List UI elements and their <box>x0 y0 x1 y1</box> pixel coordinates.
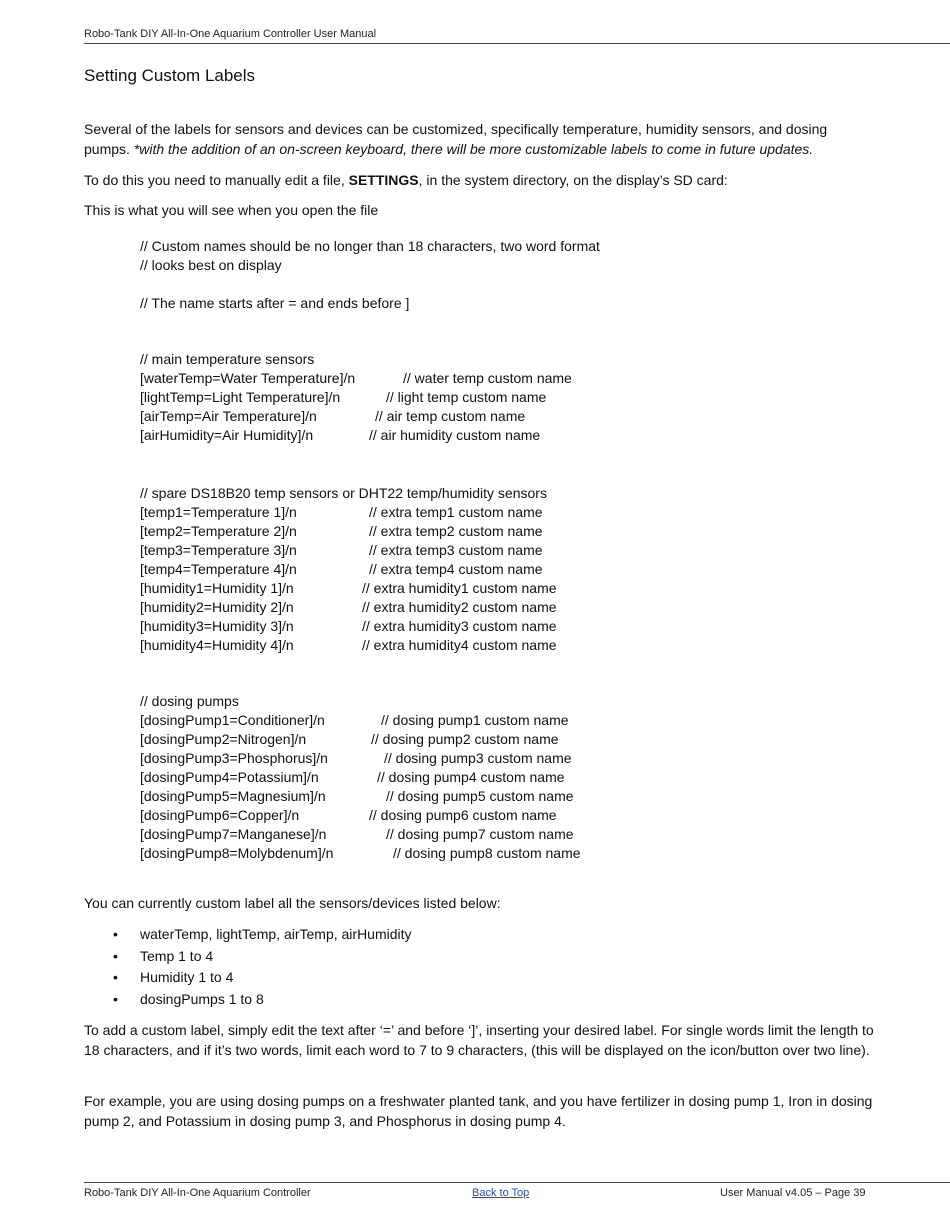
code-entry-comment: // dosing pump7 custom name <box>386 826 574 842</box>
code-section-header: // spare DS18B20 temp sensors or DHT22 temp/humidity sensors <box>140 485 547 501</box>
code-entry: [dosingPump8=Molybdenum]/n <box>140 845 334 861</box>
edit-text-before: To do this you need to manually edit a file, <box>84 172 349 188</box>
back-to-top-link-text[interactable]: Back to Top <box>472 1187 530 1199</box>
back-to-top-link[interactable] <box>472 1187 529 1199</box>
header-divider <box>84 43 950 44</box>
code-entry: [humidity2=Humidity 2]/n <box>140 599 294 615</box>
customizable-labels-list <box>84 924 412 1010</box>
footer-divider <box>84 1182 950 1183</box>
example-paragraph: For example, you are using dosing pumps on a freshwater planted tank, and you have fertilizer in dosing pump 1, Iron in dosing pump 2, and Potassium in dosing pump 3, and Phosphorus in dosing pump 4. <box>84 1093 873 1129</box>
code-entry: [dosingPump5=Magnesium]/n <box>140 788 326 804</box>
list-item <box>84 989 412 1011</box>
list-item <box>84 967 412 989</box>
code-entry: [airHumidity=Air Humidity]/n <box>140 427 314 443</box>
bullet-icon: • <box>113 990 118 1007</box>
bullet-icon: • <box>113 926 118 942</box>
bullet-icon: • <box>113 969 118 985</box>
code-entry: [humidity3=Humidity 3]/n <box>140 618 294 634</box>
code-entry: [temp1=Temperature 1]/n <box>140 504 297 520</box>
code-entry-comment: // dosing pump6 custom name <box>369 807 557 823</box>
code-comment-line: // looks best on display <box>140 257 282 273</box>
code-comment-line: // The name starts after = and ends before ] <box>140 295 410 311</box>
code-entry-comment: // extra temp2 custom name <box>369 523 543 539</box>
code-entry: [temp2=Temperature 2]/n <box>140 523 297 539</box>
edit-text-after: , in the system directory, on the display’s SD card: <box>418 172 728 188</box>
code-entry-comment: // extra temp3 custom name <box>369 542 543 558</box>
code-section-header: // dosing pumps <box>140 693 239 709</box>
code-entry: [temp3=Temperature 3]/n <box>140 542 297 558</box>
footer-page-number: User Manual v4.05 – Page 39 <box>720 1187 866 1199</box>
code-entry-comment: // extra humidity3 custom name <box>362 618 557 634</box>
code-entry-comment: // dosing pump4 custom name <box>377 769 565 785</box>
code-entry: [humidity4=Humidity 4]/n <box>140 637 294 653</box>
list-item-text: dosingPumps 1 to 8 <box>140 990 264 1007</box>
code-entry: [temp4=Temperature 4]/n <box>140 561 297 577</box>
intro-italic-note: *with the addition of an on-screen keyboard, there will be more customizable labels to come in future updates. <box>133 141 814 157</box>
intro-paragraph <box>84 119 874 159</box>
code-entry-comment: // extra temp1 custom name <box>369 504 543 520</box>
list-item <box>84 946 412 968</box>
code-entry-comment: // air temp custom name <box>375 408 526 424</box>
code-entry-comment: // dosing pump2 custom name <box>371 731 559 747</box>
bullet-icon: • <box>113 947 118 964</box>
code-entry-comment: // light temp custom name <box>386 389 547 405</box>
code-entry-comment: // dosing pump1 custom name <box>381 712 569 728</box>
list-item-text: Humidity 1 to 4 <box>140 969 234 985</box>
code-section-header: // main temperature sensors <box>140 351 315 367</box>
code-entry: [waterTemp=Water Temperature]/n <box>140 370 356 386</box>
code-entry: [dosingPump7=Manganese]/n <box>140 826 327 842</box>
code-entry-comment: // air humidity custom name <box>369 427 541 443</box>
footer-left: Robo-Tank DIY All-In-One Aquarium Controller <box>84 1187 311 1199</box>
code-entry: [dosingPump3=Phosphorus]/n <box>140 750 328 766</box>
settings-filename: SETTINGS <box>348 172 419 188</box>
code-entry-comment: // extra temp4 custom name <box>369 561 543 577</box>
code-entry: [dosingPump4=Potassium]/n <box>140 769 319 785</box>
code-entry: [dosingPump2=Nitrogen]/n <box>140 731 307 747</box>
code-entry-comment: // dosing pump5 custom name <box>386 788 574 804</box>
code-entry: [dosingPump6=Copper]/n <box>140 807 300 823</box>
running-header: Robo-Tank DIY All-In-One Aquarium Controller User Manual <box>84 28 377 40</box>
open-file-paragraph: This is what you will see when you open the file <box>84 202 379 218</box>
code-entry: [humidity1=Humidity 1]/n <box>140 580 294 596</box>
code-entry: [lightTemp=Light Temperature]/n <box>140 389 341 405</box>
code-entry: [dosingPump1=Conditioner]/n <box>140 712 325 728</box>
code-entry-comment: // dosing pump8 custom name <box>393 845 581 861</box>
code-entry-comment: // extra humidity4 custom name <box>362 637 557 653</box>
code-comment-line: // Custom names should be no longer than 18 characters, two word format <box>140 238 600 254</box>
section-title: Setting Custom Labels <box>84 66 256 85</box>
code-entry-comment: // extra humidity1 custom name <box>362 580 557 596</box>
code-entry: [airTemp=Air Temperature]/n <box>140 408 317 424</box>
code-entry-comment: // extra humidity2 custom name <box>362 599 557 615</box>
add-label-paragraph: To add a custom label, simply edit the text after ‘=’ and before ‘]’, inserting your desired label. For single words limit the length to 18 characters, and if it’s two words, limit each word to 7 to 9 characters, (this will be displayed on the icon/button over two line). <box>84 1022 874 1058</box>
list-intro-paragraph: You can currently custom label all the sensors/devices listed below: <box>84 895 501 911</box>
intro-text: Several of the labels for sensors and devices can be customized, specifically temperature, humidity sensors, and dosing pumps. <box>84 121 828 157</box>
edit-file-paragraph <box>84 170 874 190</box>
code-entry-comment: // water temp custom name <box>403 370 572 386</box>
list-item <box>84 924 412 946</box>
list-item-text: Temp 1 to 4 <box>140 947 214 964</box>
list-item-text: waterTemp, lightTemp, airTemp, airHumidity <box>140 926 412 942</box>
code-entry-comment: // dosing pump3 custom name <box>384 750 572 766</box>
